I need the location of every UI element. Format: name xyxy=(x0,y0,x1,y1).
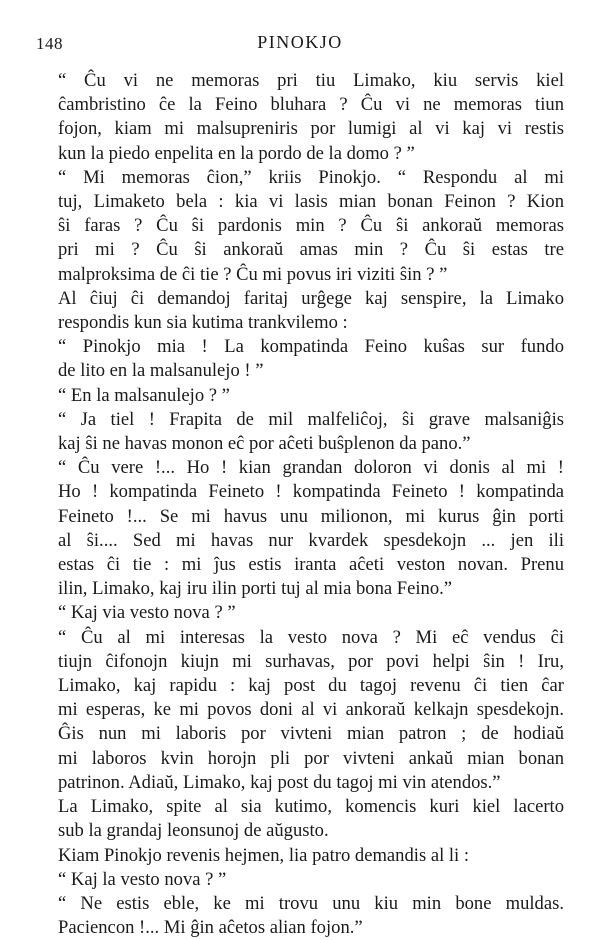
text-line: Al ĉiuj ĉi demandoj faritaj urĝege kaj senspire, la Limako xyxy=(58,287,564,309)
text-line: al ŝi.... Sed mi havas nur kvardek spesdekojn ... jen ili xyxy=(58,529,564,551)
text-line: Ho ! kompatinda Feineto ! kompatinda Feineto ! kompatinda xyxy=(58,481,564,503)
text-line: ĉambristino ĉe la Feino bluhara ? Ĉu vi ne memoras tiun xyxy=(58,94,564,116)
text-line: “ Pinokjo mia ! La kompatinda Feino kuŝas sur fundo xyxy=(58,336,564,358)
text-line: tuj, Limaketo bela : kia vi lasis mian bonan Feinon ? Kion xyxy=(58,191,564,213)
text-line: “ Kaj via vesto nova ? ” xyxy=(58,602,236,624)
text-line: “ Kaj la vesto nova ? ” xyxy=(58,868,227,890)
text-line: “ En la malsanulejo ? ” xyxy=(58,384,230,406)
text-line: estas ĉi tie : mi ĵus estis iranta aĉeti veston novan. Prenu xyxy=(58,554,564,576)
paragraph xyxy=(38,795,564,843)
text-line: mi laboros kvin horojn pli por vivteni ankaŭ mian bonan xyxy=(58,747,564,769)
text-line: fojon, kiam mi malsupreniris por lumigi al vi kaj vi restis xyxy=(58,118,564,140)
paragraph xyxy=(38,408,564,456)
paragraph xyxy=(38,892,564,940)
paragraph xyxy=(38,335,564,383)
paragraph xyxy=(38,601,564,625)
paragraph xyxy=(38,69,564,166)
paragraph xyxy=(38,384,564,408)
paragraph xyxy=(38,844,564,868)
text-line: Feineto !... Se mi havus unu milionon, mi kurus ĝin porti xyxy=(58,505,564,527)
text-line: de lito en la malsanulejo ! ” xyxy=(58,360,264,382)
text-line: respondis kun sia kutima trankvilemo : xyxy=(58,312,348,334)
text-line: La Limako, spite al sia kutimo, komencis kuri kiel lacerto xyxy=(58,796,564,818)
paragraph xyxy=(38,626,564,795)
text-line: patrinon. Adiaŭ, Limako, kaj post du tagoj mi vin atendos.” xyxy=(58,771,501,793)
paragraph xyxy=(38,166,564,287)
text-line: “ Ĉu vere !... Ho ! kian grandan doloron vi donis al mi ! xyxy=(58,457,564,479)
text-line: kaj ŝi ne havas monon eĉ por aĉeti buŝplenon da pano.” xyxy=(58,433,471,455)
text-line: “ Ĉu vi ne memoras pri tiu Limako, kiu servis kiel xyxy=(58,70,564,91)
text-line: “ Ja tiel ! Frapita de mil malfeliĉoj, ŝi grave malsaniĝis xyxy=(58,408,564,430)
text-line: malproksima de ĉi tie ? Ĉu mi povus iri viziti ŝin ? ” xyxy=(58,263,448,285)
text-line: sub la grandaj leonsunoj de aŭgusto. xyxy=(58,820,329,842)
text-line: Kiam Pinokjo revenis hejmen, lia patro demandis al li : xyxy=(58,844,470,866)
text-line: Limako, kaj rapidu : kaj post du tagoj revenu ĉi tien ĉar xyxy=(58,675,564,697)
paragraph xyxy=(38,287,564,335)
text-line: mi esperas, ke mi povos doni al vi ankoraŭ kelkajn spesdekojn. xyxy=(58,699,564,721)
text-line: “ Ĉu al mi interesas la vesto nova ? Mi eĉ vendus ĉi xyxy=(58,626,564,648)
text-line: tiujn ĉifonojn kiujn mi surhavas, por povi helpi ŝin ! Iru, xyxy=(58,650,564,672)
text-line: pri mi ? Ĉu ŝi ankoraŭ amas min ? Ĉu ŝi estas tre xyxy=(58,239,564,261)
text-line: ŝi faras ? Ĉu ŝi pardonis min ? Ĉu ŝi ankoraŭ memoras xyxy=(58,215,564,237)
text-line: Ĝis nun mi laboris por vivteni mian patron ; de hodiaŭ xyxy=(58,723,564,745)
paragraph xyxy=(38,868,564,892)
running-head-title: PINOKJO xyxy=(257,32,343,52)
text-line: kun la piedo enpelita en la pordo de la domo ? ” xyxy=(58,142,415,164)
text-line: “ Ne estis eble, ke mi trovu unu kiu min bone muldas. xyxy=(58,892,564,914)
body-text xyxy=(38,69,564,940)
paragraph xyxy=(38,456,564,601)
text-line: ilin, Limako, kaj iru ilin porti tuj al mia bona Feino.” xyxy=(58,578,453,600)
text-line: “ Mi memoras ĉion,” kriis Pinokjo. “ Respondu al mi xyxy=(58,166,564,188)
page-number: 148 xyxy=(36,34,63,53)
text-line: Paciencon !... Mi ĝin aĉetos alian fojon.” xyxy=(58,917,363,939)
